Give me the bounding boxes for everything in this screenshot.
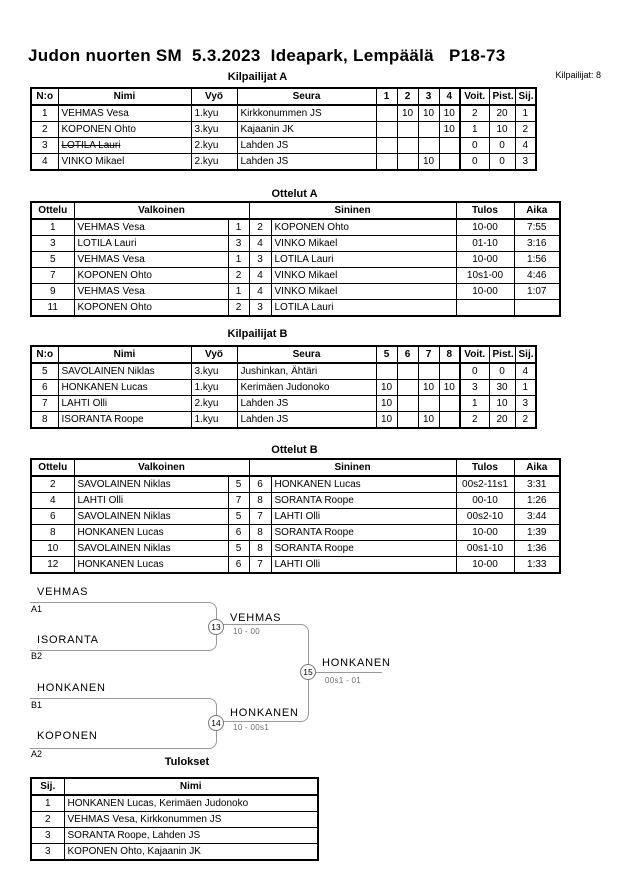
club: Lahden JS [237,138,376,154]
match15-score: 00s1 - 01 [325,676,362,685]
table-header-row [31,202,560,219]
competitor-number: 7 [31,396,58,412]
tournament-winner: HONKANEN [322,657,391,669]
score-cell: 10 [439,122,460,138]
col-header: 5 [376,346,397,363]
col-header: N:o [31,88,58,105]
wins: 3 [460,380,489,396]
result-name: HONKANEN Lucas, Kerimäen Judonoko [64,795,318,812]
col-header: Pist. [489,88,515,105]
match13-winner: VEHMAS [230,612,282,624]
match-number: 7 [31,268,74,284]
page-title: Judon nuorten SM 5.3.2023 Ideapark, Lempäälä P18-73 [28,46,506,65]
bracket-seed: B2 [31,651,43,661]
white-competitor: HONKANEN Lucas [74,557,228,574]
belt: 1.kyu [191,380,237,396]
result-place: 1 [31,795,64,812]
score-cell [397,154,418,171]
white-number: 1 [228,252,249,268]
match-row [31,300,560,317]
match-row [31,284,560,300]
col-header: Nimi [58,346,191,363]
bracket-seed: B1 [31,700,43,710]
match-row [31,476,560,493]
match-number: 11 [31,300,74,317]
score-cell: 10 [418,380,439,396]
match-time: 1:36 [514,541,560,557]
white-number: 1 [228,284,249,300]
score-cell [397,412,418,429]
club: Lahden JS [237,396,376,412]
score-cell: 10 [376,380,397,396]
score-cell [439,396,460,412]
score-cell: 10 [397,105,418,122]
place: 3 [515,396,536,412]
place: 2 [515,412,536,429]
score-cell: 10 [439,380,460,396]
bracket-final-line [308,672,382,673]
bracket-entry-name: HONKANEN [37,682,106,694]
col-header: 1 [376,88,397,105]
match-time: 4:46 [514,268,560,284]
match-result: 10-00 [456,525,514,541]
col-header: Sininen [249,202,456,219]
competitor-number: 8 [31,412,58,429]
score-cell [418,122,439,138]
match-result: 10s1-00 [456,268,514,284]
belt: 2.kyu [191,138,237,154]
match13-score: 10 - 00 [233,627,261,636]
competitor-name: HONKANEN Lucas [58,380,191,396]
wins: 1 [460,396,489,412]
match-time: 1:33 [514,557,560,574]
club: Lahden JS [237,154,376,171]
match-time: 7:55 [514,219,560,236]
match-number: 5 [31,252,74,268]
belt: 2.kyu [191,396,237,412]
table-header-row [31,778,318,795]
blue-number: 4 [249,236,271,252]
white-competitor: VEHMAS Vesa [74,219,228,236]
col-header: 4 [439,88,460,105]
blue-competitor: LOTILA Lauri [271,300,456,317]
white-competitor: SAVOLAINEN Niklas [74,476,228,493]
result-row [31,812,318,828]
match-time: 1:56 [514,252,560,268]
match-number-badge: 14 [208,715,224,731]
result-row [31,844,318,861]
score-cell [376,105,397,122]
match-row [31,493,560,509]
competitor-name: VINKO Mikael [58,154,191,171]
result-row [31,828,318,844]
match-time: 1:07 [514,284,560,300]
score-cell: 10 [418,412,439,429]
col-header: Sij. [31,778,64,795]
table-row [31,122,536,138]
match-number: 9 [31,284,74,300]
match-row [31,252,560,268]
blue-competitor: HONKANEN Lucas [271,476,456,493]
col-header: 2 [397,88,418,105]
points: 0 [489,363,515,380]
place: 1 [515,105,536,122]
club: Lahden JS [237,412,376,429]
table-row [31,412,536,429]
competitor-number: 2 [31,122,58,138]
white-competitor: SAVOLAINEN Niklas [74,541,228,557]
place: 4 [515,363,536,380]
blue-number: 6 [249,476,271,493]
col-header: 7 [418,346,439,363]
match-result: 10-00 [456,252,514,268]
score-cell: 10 [376,412,397,429]
blue-number: 8 [249,541,271,557]
match-number: 4 [31,493,74,509]
match-time: 1:26 [514,493,560,509]
wins: 0 [460,138,489,154]
score-cell: 10 [418,105,439,122]
place: 1 [515,380,536,396]
blue-competitor: SORANTA Roope [271,525,456,541]
points: 10 [489,122,515,138]
col-header: Seura [237,346,376,363]
score-cell [397,138,418,154]
blue-competitor: SORANTA Roope [271,493,456,509]
belt: 1.kyu [191,412,237,429]
col-header: 3 [418,88,439,105]
col-header: 6 [397,346,418,363]
club: Kerimäen Judonoko [237,380,376,396]
wins: 2 [460,412,489,429]
bracket-seed: A2 [31,749,43,759]
col-header: Sij. [515,346,536,363]
wins: 1 [460,122,489,138]
belt: 3.kyu [191,363,237,380]
table-header-row [31,346,536,363]
match-number: 8 [31,525,74,541]
score-cell: 10 [418,154,439,171]
competitor-name: VEHMAS Vesa [58,105,191,122]
match-time: 1:39 [514,525,560,541]
white-number: 2 [228,268,249,284]
col-header: Ottelu [31,202,74,219]
match-number: 1 [31,219,74,236]
place: 2 [515,122,536,138]
match-row [31,236,560,252]
competitor-number: 6 [31,380,58,396]
competitor-name-struck: LOTILA Lauri [58,138,191,154]
section-heading-ottelut-a: Ottelut A [271,188,318,200]
score-cell [376,138,397,154]
white-number: 1 [228,219,249,236]
score-cell [418,138,439,154]
section-heading-tulokset: Tulokset [164,756,210,768]
blue-number: 3 [249,252,271,268]
competitor-name: LAHTI Olli [58,396,191,412]
col-header: Aika [514,459,560,476]
col-header: Nimi [58,88,191,105]
match-number: 2 [31,476,74,493]
col-header: Seura [237,88,376,105]
wins: 2 [460,105,489,122]
col-header: Tulos [456,459,514,476]
white-number: 3 [228,236,249,252]
blue-number: 8 [249,493,271,509]
match14-score: 10 - 00s1 [233,723,270,732]
score-cell [418,396,439,412]
competitors-count: Kilpailijat: 8 [555,70,601,80]
table-row [31,105,536,122]
blue-competitor: LAHTI Olli [271,509,456,525]
table-row [31,363,536,380]
score-cell [439,154,460,171]
col-header: Voit. [460,346,489,363]
kilpailijat-b-table [30,345,537,429]
belt: 2.kyu [191,154,237,171]
match-time: 3:16 [514,236,560,252]
section-heading-ottelut-b: Ottelut B [271,444,318,456]
white-competitor: VEHMAS Vesa [74,252,228,268]
white-number: 7 [228,493,249,509]
competitor-name: ISORANTA Roope [58,412,191,429]
bracket-entry-name: VEHMAS [37,586,89,598]
competitor-number: 5 [31,363,58,380]
match-result: 10-00 [456,284,514,300]
blue-competitor: SORANTA Roope [271,541,456,557]
blue-number: 7 [249,557,271,574]
blue-competitor: KOPONEN Ohto [271,219,456,236]
result-row [31,795,318,812]
table-header-row [31,459,560,476]
match-row [31,541,560,557]
blue-competitor: VINKO Mikael [271,268,456,284]
score-cell [418,363,439,380]
section-heading-kilpailijat-a: Kilpailijat A [227,71,288,83]
match-result [456,300,514,317]
points: 30 [489,380,515,396]
points: 20 [489,105,515,122]
score-cell: 10 [439,105,460,122]
points: 10 [489,396,515,412]
club: Kajaanin JK [237,122,376,138]
kilpailijat-a-table [30,87,537,171]
white-number: 6 [228,525,249,541]
score-cell [397,396,418,412]
match-row [31,557,560,574]
col-header: Pist. [489,346,515,363]
match-number-badge: 15 [300,664,316,680]
competitor-number: 3 [31,138,58,154]
match-result: 00s1-10 [456,541,514,557]
blue-number: 8 [249,525,271,541]
result-place: 3 [31,828,64,844]
col-header: Aika [514,202,560,219]
col-header: N:o [31,346,58,363]
col-header: Valkoinen [74,459,249,476]
result-place: 2 [31,812,64,828]
competitor-number: 4 [31,154,58,171]
blue-number: 4 [249,284,271,300]
white-number: 5 [228,509,249,525]
wins: 0 [460,154,489,171]
white-competitor: SAVOLAINEN Niklas [74,509,228,525]
points: 0 [489,138,515,154]
place: 3 [515,154,536,171]
blue-competitor: VINKO Mikael [271,284,456,300]
match-number: 6 [31,509,74,525]
white-competitor: LOTILA Lauri [74,236,228,252]
club: Jushinkan, Ähtäri [237,363,376,380]
match-result: 00s2-11s1 [456,476,514,493]
col-header: 8 [439,346,460,363]
col-header: Tulos [456,202,514,219]
white-number: 2 [228,300,249,317]
table-row [31,396,536,412]
place: 4 [515,138,536,154]
blue-competitor: LOTILA Lauri [271,252,456,268]
score-cell: 10 [376,396,397,412]
score-cell [439,363,460,380]
competitor-number: 1 [31,105,58,122]
section-heading-kilpailijat-b: Kilpailijat B [227,328,288,340]
result-name: VEHMAS Vesa, Kirkkonummen JS [64,812,318,828]
table-row [31,154,536,171]
blue-number: 3 [249,300,271,317]
col-header: Valkoinen [74,202,249,219]
col-header: Voit. [460,88,489,105]
col-header: Nimi [64,778,318,795]
match-result: 10-00 [456,557,514,574]
belt: 1.kyu [191,105,237,122]
table-header-row [31,88,536,105]
belt: 3.kyu [191,122,237,138]
white-competitor: KOPONEN Ohto [74,300,228,317]
score-cell [376,154,397,171]
table-row [31,380,536,396]
white-competitor: LAHTI Olli [74,493,228,509]
col-header: Sininen [249,459,456,476]
col-header: Vyö [191,346,237,363]
score-cell [439,138,460,154]
match-result: 00-10 [456,493,514,509]
score-cell [397,380,418,396]
match-result: 01-10 [456,236,514,252]
result-name: KOPONEN Ohto, Kajaanin JK [64,844,318,861]
match-time [514,300,560,317]
match-time: 3:31 [514,476,560,493]
bracket-entry-name: KOPONEN [37,730,98,742]
match-row [31,525,560,541]
match14-winner: HONKANEN [230,707,299,719]
match-number-badge: 13 [208,619,224,635]
white-competitor: KOPONEN Ohto [74,268,228,284]
score-cell [439,412,460,429]
ottelut-b-table [30,458,561,574]
white-number: 5 [228,476,249,493]
blue-number: 7 [249,509,271,525]
match-result: 00s2-10 [456,509,514,525]
match-time: 3:44 [514,509,560,525]
wins: 0 [460,363,489,380]
blue-competitor: LAHTI Olli [271,557,456,574]
score-cell [397,363,418,380]
result-name: SORANTA Roope, Lahden JS [64,828,318,844]
white-number: 5 [228,541,249,557]
tulokset-table [30,777,319,861]
col-header: Sij. [515,88,536,105]
match-row [31,219,560,236]
match-number: 3 [31,236,74,252]
points: 20 [489,412,515,429]
score-cell [376,363,397,380]
match-number: 10 [31,541,74,557]
blue-competitor: VINKO Mikael [271,236,456,252]
white-competitor: VEHMAS Vesa [74,284,228,300]
match-number: 12 [31,557,74,574]
competitor-name: KOPONEN Ohto [58,122,191,138]
ottelut-a-table [30,201,561,317]
match-row [31,268,560,284]
match-result: 10-00 [456,219,514,236]
blue-number: 4 [249,268,271,284]
col-header: Ottelu [31,459,74,476]
bracket-seed: A1 [31,604,43,614]
club: Kirkkonummen JS [237,105,376,122]
medal-bracket [0,580,630,770]
competitor-name: SAVOLAINEN Niklas [58,363,191,380]
match-row [31,509,560,525]
blue-number: 2 [249,219,271,236]
score-cell [397,122,418,138]
white-number: 6 [228,557,249,574]
score-cell [376,122,397,138]
col-header: Vyö [191,88,237,105]
points: 0 [489,154,515,171]
white-competitor: HONKANEN Lucas [74,525,228,541]
bracket-entry-name: ISORANTA [37,634,99,646]
table-row [31,138,536,154]
result-place: 3 [31,844,64,861]
